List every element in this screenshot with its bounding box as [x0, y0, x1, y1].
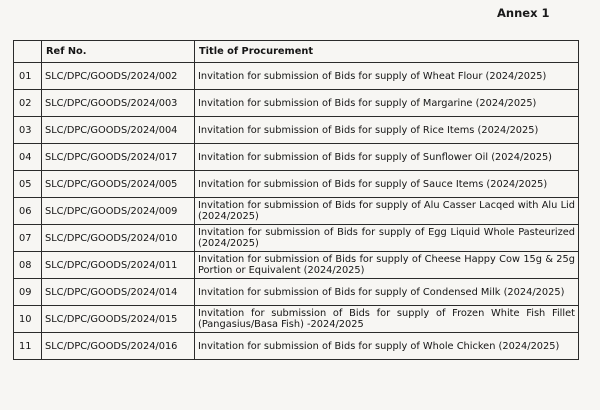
table-row [14, 63, 579, 90]
table-row [14, 333, 579, 360]
row-title: Invitation for submission of Bids for supply of Alu Casser Lacqed with Alu Lid (2024/2025) [195, 198, 579, 225]
row-title: Invitation for submission of Bids for supply of Condensed Milk (2024/2025) [195, 279, 579, 306]
table-row [14, 90, 579, 117]
row-ref-no: SLC/DPC/GOODS/2024/002 [42, 63, 195, 90]
row-title: Invitation for submission of Bids for supply of Frozen White Fish Fillet (Pangasius/Basa Fish) -2024/2025 [195, 306, 579, 333]
table-row [14, 144, 579, 171]
row-number: 03 [14, 117, 42, 144]
table-row [14, 198, 579, 225]
table-header-row [14, 41, 579, 63]
row-title: Invitation for submission of Bids for supply of Sauce Items (2024/2025) [195, 171, 579, 198]
row-number: 08 [14, 252, 42, 279]
row-number: 07 [14, 225, 42, 252]
table-row [14, 279, 579, 306]
header-title: Title of Procurement [195, 41, 579, 63]
row-ref-no: SLC/DPC/GOODS/2024/011 [42, 252, 195, 279]
row-number: 05 [14, 171, 42, 198]
row-title: Invitation for submission of Bids for supply of Cheese Happy Cow 15g & 25g Portion or Equivalent (2024/2025) [195, 252, 579, 279]
row-title: Invitation for submission of Bids for supply of Margarine (2024/2025) [195, 90, 579, 117]
table-row [14, 306, 579, 333]
row-ref-no: SLC/DPC/GOODS/2024/004 [42, 117, 195, 144]
row-number: 11 [14, 333, 42, 360]
procurement-table [13, 40, 579, 360]
row-title: Invitation for submission of Bids for supply of Wheat Flour (2024/2025) [195, 63, 579, 90]
row-ref-no: SLC/DPC/GOODS/2024/003 [42, 90, 195, 117]
row-ref-no: SLC/DPC/GOODS/2024/014 [42, 279, 195, 306]
row-ref-no: SLC/DPC/GOODS/2024/005 [42, 171, 195, 198]
row-number: 09 [14, 279, 42, 306]
row-title: Invitation for submission of Bids for supply of Sunflower Oil (2024/2025) [195, 144, 579, 171]
row-title: Invitation for submission of Bids for supply of Whole Chicken (2024/2025) [195, 333, 579, 360]
table-row [14, 117, 579, 144]
row-number: 10 [14, 306, 42, 333]
row-number: 06 [14, 198, 42, 225]
row-ref-no: SLC/DPC/GOODS/2024/015 [42, 306, 195, 333]
row-ref-no: SLC/DPC/GOODS/2024/016 [42, 333, 195, 360]
row-ref-no: SLC/DPC/GOODS/2024/017 [42, 144, 195, 171]
row-number: 01 [14, 63, 42, 90]
annex-label: Annex 1 [497, 6, 550, 20]
header-ref-no: Ref No. [42, 41, 195, 63]
row-number: 02 [14, 90, 42, 117]
header-num [14, 41, 42, 63]
table-row [14, 252, 579, 279]
table-row [14, 225, 579, 252]
row-title: Invitation for submission of Bids for supply of Egg Liquid Whole Pasteurized (2024/2025) [195, 225, 579, 252]
table-row [14, 171, 579, 198]
row-title: Invitation for submission of Bids for supply of Rice Items (2024/2025) [195, 117, 579, 144]
row-number: 04 [14, 144, 42, 171]
row-ref-no: SLC/DPC/GOODS/2024/009 [42, 198, 195, 225]
row-ref-no: SLC/DPC/GOODS/2024/010 [42, 225, 195, 252]
